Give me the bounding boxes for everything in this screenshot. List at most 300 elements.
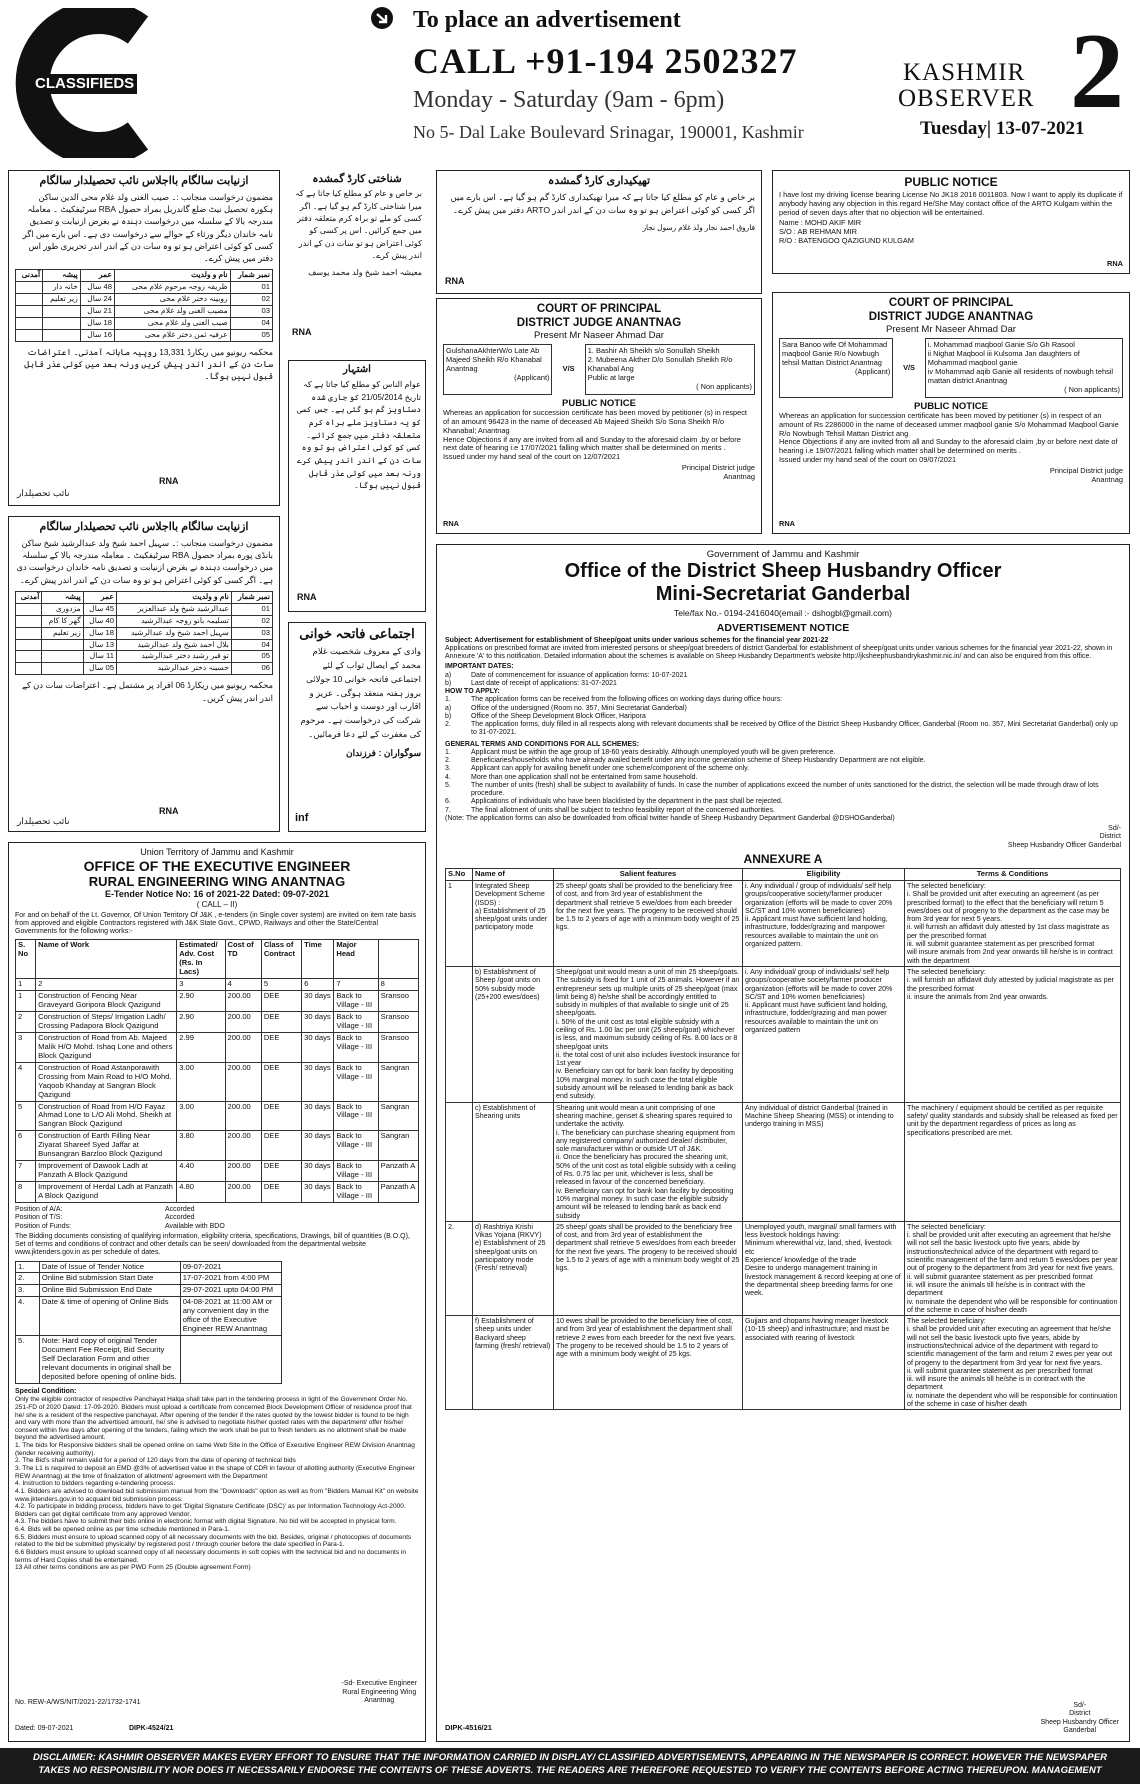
table-cell: Sangran bbox=[378, 1101, 418, 1131]
table-cell: 01 bbox=[231, 603, 272, 615]
table-cell: زیر تعلیم bbox=[42, 627, 83, 639]
urdu-notice-2-sign: نائب تحصیلدار bbox=[17, 816, 70, 827]
column-header: Time bbox=[302, 940, 334, 979]
table-row bbox=[16, 1261, 282, 1273]
table-cell: Note: Hard copy of original Tender Document Fee Receipt, Bid Security Self Declaration Form and other relevant documents in original shall be deposited before opening of online bids. bbox=[39, 1336, 180, 1384]
list-item-number: a) bbox=[445, 671, 452, 679]
rew-ut: Union Territory of Jammu and Kashmir bbox=[140, 847, 294, 857]
table-header-row bbox=[16, 270, 273, 282]
rew-intro: For and on behalf of the Lt. Governor, Of Union Territory Of J&K , e-tenders (in Single cover system) are invited on item rate basis from approved and eligible Contractors registered with J&K State Govt., CPWD, Railways and other the State/Central Governments for the following works:- bbox=[15, 911, 416, 935]
sheep-footer-sign: Sd/- District Sheep Husbandry Officer Ganderbal bbox=[1040, 1702, 1119, 1734]
table-cell bbox=[42, 651, 83, 663]
position-label: Position of T/S: bbox=[15, 1214, 63, 1222]
table-cell: 01 bbox=[230, 282, 272, 294]
table-cell: 04-08-2021 at 11:00 AM or any convenient day in the office of the Executive Engineer REW Anantnag bbox=[180, 1297, 281, 1336]
index-cell: 7 bbox=[334, 979, 378, 991]
table-row bbox=[16, 294, 273, 306]
court-body: Whereas an application for succession certificate has been moved by petitioner (s) in respect of an amount of Rs 2286000 in the name of deceased ummer maqbool ganie S/o Mohammad Maqbool Ganie R/o Nowbugh Tehsil Mattan District ang Hence Objections if any are invited from all and Sunday to the aforesaid claim ,by or before next date of hearing i.e 19/07/2021 falling which matter shall be determined on merits . Issued under my hand seal of the court on 09/07/2021 bbox=[779, 410, 1119, 465]
table-cell: Panzath A bbox=[378, 1161, 418, 1182]
table-cell: Construction of Earth Filling Near Ziyarat Shareef Syed Jaffar at Bunsangran Barzloo Block Qazigund bbox=[36, 1131, 177, 1161]
position-label: Position of Funds: bbox=[15, 1222, 72, 1230]
urdu-notice-4 bbox=[288, 360, 426, 612]
table-cell: DEE bbox=[261, 1161, 301, 1182]
list-item bbox=[445, 765, 1121, 773]
sheep-intro: Applications on prescribed format are invited from interested persons or sheep/goat breeders of district Ganderbal for establishment of sheep/goat units under various schemes for the financial year 2021-22, shown in Annexure 'A' to this notification. Detailed information about the schemes is available on Sheep Husbandry Department's website http://jksheephusbandrykashmir.nic.in/ and can also be enquired from this office. bbox=[445, 644, 1113, 661]
court-respondents: 1. Bashir Ah Sheikh s/o Sonullah Sheikh 2. Mubeena Akther D/o Sonullah Sheikh R/o Khanabal Ang Public at large bbox=[587, 346, 733, 382]
table-cell: 2.99 bbox=[177, 1032, 225, 1062]
index-cell: 8 bbox=[378, 979, 418, 991]
table-cell bbox=[16, 329, 43, 341]
list-item-text: Applications of individuals who have been blacklisted by the department in the past shall be rejected. bbox=[471, 798, 783, 806]
court-sign: Principal District judge Anantnag bbox=[1049, 466, 1123, 484]
table-cell: 8 bbox=[16, 1182, 36, 1203]
table-cell: DEE bbox=[261, 1062, 301, 1101]
table-cell bbox=[16, 627, 42, 639]
court-respondents-label: ( Non applicants) bbox=[696, 381, 752, 391]
phone-number: CALL +91-194 2502327 bbox=[413, 41, 798, 81]
column-header: نمبر شمار bbox=[230, 270, 272, 282]
court-applicant: Sara Banoo wife Of Mohammad maqbool Ganie R/o Nowbugh tehsil Mattan District Anantnag bbox=[782, 340, 888, 368]
list-item bbox=[445, 749, 1121, 757]
table-row bbox=[16, 1161, 419, 1182]
table-cell bbox=[16, 305, 43, 317]
table-cell: Back to Village - III bbox=[334, 991, 378, 1012]
table-cell bbox=[16, 603, 42, 615]
list-item bbox=[445, 680, 1121, 688]
table-cell bbox=[16, 639, 42, 651]
list-item bbox=[445, 798, 1121, 806]
list-item-number: b) bbox=[445, 679, 452, 687]
column-header: عمر bbox=[83, 591, 116, 603]
table-cell: Improvement of Dawook Ladh at Panzath A Block Qazigund bbox=[36, 1161, 177, 1182]
table-cell: 30 days bbox=[302, 991, 334, 1012]
table-cell: 05 bbox=[230, 329, 272, 341]
table-cell: 1 bbox=[446, 880, 473, 966]
court-respondents-label: ( Non applicants) bbox=[1064, 384, 1120, 394]
list-item-number: 4. bbox=[445, 773, 451, 781]
table-cell: Back to Village - III bbox=[334, 1182, 378, 1203]
column-header: پیشہ bbox=[42, 591, 83, 603]
table-cell: 200.00 bbox=[225, 1062, 261, 1101]
list-item-text: The final allotment of units shall be subject to techno feasibility report of the concerned authorities. bbox=[471, 806, 775, 814]
table-cell: The selected beneficiary: i. shall be provided unit after executing an agreement that he/she will not sell the basic livestock upto five years, abide by instructions/technical advice of the department with regard to scientific management of the farm and return 2 ewes per year out of progeny to the department from 3rd year for next five years. ii. will submit guarantee statement as per prescribed format iii. will insure the animals till he/she is in contract with the department iv. nominate the dependent who will be responsible for continuation of the scheme in case of his/her death bbox=[905, 1316, 1121, 1410]
table-cell: Sransoo bbox=[378, 1011, 418, 1032]
table-cell: 13 سال bbox=[83, 639, 116, 651]
court-title-line1: COURT OF PRINCIPAL bbox=[536, 303, 662, 315]
table-cell: 30 days bbox=[302, 1182, 334, 1203]
public-notice-body: I have lost my driving license bearing License No JK18 2016 0011803. Now I want to apply its duplicate if anybody having any objection in this regard He/She May contact office of the ARTO Kulgam within the period of seven days after that no objection will be entertained. bbox=[779, 190, 1123, 217]
table-row bbox=[16, 1285, 282, 1297]
table-cell: عبدالرشید شیخ ولد عبدالعزیز bbox=[116, 603, 231, 615]
disclaimer-text: DISCLAIMER: KASHMIR OBSERVER MAKES EVERY EFFORT TO ENSURE THAT THE INFORMATION CARRIED IN DISPLAY/ CLASSIFIED ADVERTISEMENTS, APPEARING IN THE NEWSPAPER IS CORRECT. HOWEVER THE NEWSPAPER TAKES NO RESPONSIBILITY NOR DOES IT NECESSARILY ENDORSE THE CONTENTS OF THESE ADVERTS. THE READERS ARE THEREFORE REQUESTED TO VERIFY THE CONTENTS BEFORE ACTING THEREUPON. MANAGEMENT bbox=[32, 1752, 1108, 1776]
urdu-notice-3-sign: معیشہ احمد شیخ ولد محمد یوسف bbox=[308, 268, 422, 278]
list-item-number: a) bbox=[445, 704, 452, 712]
position-row bbox=[15, 1223, 419, 1231]
rew-special-title: Special Condition: bbox=[15, 1387, 77, 1395]
list-item bbox=[445, 807, 1121, 815]
list-item-number: 2. bbox=[445, 721, 451, 729]
column-header bbox=[378, 940, 418, 979]
column-header: Major Head bbox=[334, 940, 378, 979]
table-cell: Back to Village - III bbox=[334, 1032, 378, 1062]
court-vs: V/S bbox=[903, 362, 915, 372]
urdu-notice-4-title: اشتہار bbox=[343, 364, 371, 375]
court-presiding: Present Mr Naseer Ahmad Dar bbox=[534, 330, 664, 342]
paper-name-line2: OBSERVER bbox=[898, 85, 1035, 112]
rew-sign: -Sd- Executive Engineer Rural Engineering Wing Anantnag bbox=[341, 1680, 417, 1704]
table-cell: 30 days bbox=[302, 1161, 334, 1182]
urdu-notice-4-body: عوام الناس کو مطلع کیا جاتا ہے کہ تاریخ 21/05/2014 کو جاری شدہ دستاویز گم ہو گئی ہے۔ جس کسی کو یہ دستاویز ملے براہ کرم متعلقہ دفتر میں جمع کرائے۔ کسی کو کوئی اعتراض ہو تو وہ سات دن کے اندر اندر پیش کرے ورنہ بعد میں کوئی عذر قابل قبول نہیں ہوگا۔ bbox=[297, 379, 421, 491]
table-row bbox=[446, 966, 1121, 1102]
sheep-subject: Subject: Advertisement for establishment of Sheep/goat units under various schemes for the financial year 2021-22 bbox=[445, 636, 829, 644]
table-cell: 04 bbox=[230, 317, 272, 329]
sheep-note: (Note: The application forms can also be downloaded from official twitter handle of Sheep Husbandry Department Ganderbal @DSHOGanderbal) bbox=[445, 814, 895, 822]
table-cell bbox=[16, 615, 42, 627]
table-cell: 05 bbox=[231, 651, 272, 663]
table-cell: Sangran bbox=[378, 1062, 418, 1101]
table-cell: 5 bbox=[16, 1101, 36, 1131]
table-row bbox=[16, 317, 273, 329]
sheep-apply-title: HOW TO APPLY: bbox=[445, 688, 500, 696]
table-cell: 200.00 bbox=[225, 1182, 261, 1203]
table-cell bbox=[16, 294, 43, 306]
table-row bbox=[16, 991, 419, 1012]
table-cell: 5. bbox=[16, 1336, 40, 1384]
classifieds-logo bbox=[10, 8, 150, 158]
table-cell: 10 ewes shall be provided to the beneficiary free of cost, and from 3rd year of establishment the department shall retrieve 2 ewes from each breeder for the next five years. The progeny to be received should be 1.5 to 2 years of age with a minimum body weight of 25 kgs. bbox=[554, 1316, 743, 1410]
urdu-notice-1-sign: نائب تحصیلدار bbox=[17, 488, 70, 499]
sheep-husbandry-notice bbox=[436, 544, 1130, 1742]
table-header-row bbox=[16, 940, 419, 979]
table-cell: مصیب الغنی ولد غلام محی bbox=[114, 305, 230, 317]
table-row bbox=[16, 1297, 282, 1336]
urdu-notice-6-body: بر خاص و عام کو مطلع کیا جاتا ہے کہ میرا تھیکیداری کارڈ گم ہو گیا ہے۔ اس بارے میں اگر کسی کو کوئی اعتراض ہو تو وہ سات دن کے اندر اندر ARTO دفتر میں پیش کرے۔ bbox=[450, 191, 755, 216]
table-cell bbox=[446, 1102, 473, 1221]
table-cell bbox=[43, 305, 81, 317]
table-cell: 30 days bbox=[302, 1131, 334, 1161]
court-respondents: i. Mohammad maqbool Ganie S/o Gh Rasool ii Nighat Maqbool iii Kulsoma Jan daughters of Mohammad maqbool ganie iv Mohammad aqib Ganie all residents of nowbugh tehsil mattan district Anantnag bbox=[927, 340, 1114, 385]
table-cell: 2.90 bbox=[177, 1011, 225, 1032]
table-cell: 25 sheep/ goats shall be provided to the beneficiary free of cost, and from 3rd year of establishment the department shall retrieve 5 ewes/does from each breeder for the next five years. The progeny to be received should be 1.5 to 2 years of age with a minimum body weight of 25 kgs. bbox=[554, 1221, 743, 1315]
table-row bbox=[16, 639, 273, 651]
urdu-notice-3-title: شناختی کارڈ گمشدہ bbox=[312, 173, 402, 185]
table-cell: d) Rashtriya Krishi Vikas Yojana (RKVY) e) Establishment of 25 sheep/goat units on participatory mode (Fresh/ retrieval) bbox=[473, 1221, 554, 1315]
table-header-row bbox=[446, 869, 1121, 881]
table-cell bbox=[16, 663, 42, 675]
table-cell: 3.00 bbox=[177, 1062, 225, 1101]
office-hours: Monday - Saturday (9am - 6pm) bbox=[413, 87, 725, 113]
table-row bbox=[446, 1316, 1121, 1410]
urdu-notice-6 bbox=[436, 170, 762, 294]
urdu-notice-5-sign: سوگواران : فرزندان bbox=[345, 747, 421, 758]
table-row bbox=[16, 1011, 419, 1032]
disclaimer-bar bbox=[0, 1748, 1140, 1784]
list-item-text: The application forms can be received from the following offices on working days during office hours: bbox=[471, 696, 783, 704]
table-cell: 1 bbox=[16, 991, 36, 1012]
rew-title-line1: OFFICE OF THE EXECUTIVE ENGINEER bbox=[83, 857, 351, 874]
table-cell: DEE bbox=[261, 1131, 301, 1161]
table-cell: خانہ دار bbox=[43, 282, 81, 294]
list-item-text: The number of units (fresh) shall be subject to availability of funds. In case the number of applications exceed the number of units sanctioned for the district, the selection will be made through draw of lots procedure. bbox=[471, 781, 1099, 798]
annexure-table bbox=[445, 868, 1121, 1410]
table-cell: 4.80 bbox=[177, 1182, 225, 1203]
table-cell: DEE bbox=[261, 1101, 301, 1131]
table-cell: Panzath A bbox=[378, 1182, 418, 1203]
sheep-sign: Sd/- District Sheep Husbandry Officer Ganderbal bbox=[1007, 825, 1121, 849]
table-row bbox=[16, 1101, 419, 1131]
urdu-notice-6-title: تھیکیداری کارڈ گمشدہ bbox=[547, 175, 651, 187]
sheep-footer-ref: DIPK-4516/21 bbox=[445, 1723, 492, 1733]
table-row bbox=[16, 1062, 419, 1101]
list-item-number: 7. bbox=[445, 806, 451, 814]
urdu-notice-1-table bbox=[15, 269, 273, 342]
table-cell: The selected beneficiary: i. shall be provided unit after executing an agreement that he/she will not sell the basic livestock upto five years, abide by instructions/technical advice of the department with regard to scientific management of the farm and return 5 ewes/does per year out of progeny to the department from 3rd year for next five years. ii. will submit guarantee statement as per prescribed format iii. will insure the animals till he/she is in contract with the department iv. nominate the dependent who will be responsible for continuation of the scheme in case of his/her death bbox=[905, 1221, 1121, 1315]
list-item-text: Office of the undersigned (Room no. 357, Mini Secretariat Ganderbal) bbox=[471, 704, 687, 712]
column-header: Terms & Conditions bbox=[905, 869, 1121, 881]
table-cell: تو قیر رشید دختر عبدالرشید bbox=[116, 651, 231, 663]
table-cell: Gujjars and chopans having meager livestock (10-15 sheep) and infrastructure; and must be associated with rearing of livestock bbox=[743, 1316, 905, 1410]
table-cell: سہیل احمد شیخ ولد عبدالرشید bbox=[116, 627, 231, 639]
index-cell: 6 bbox=[302, 979, 334, 991]
position-value: Available with BDO bbox=[165, 1222, 225, 1230]
list-item-text: Last date of receipt of applications: 31-07-2021 bbox=[471, 679, 617, 687]
court-title-line2: DISTRICT JUDGE ANANTNAG bbox=[516, 316, 682, 329]
table-row bbox=[16, 603, 273, 615]
list-item bbox=[445, 713, 1121, 721]
table-cell: 1. bbox=[16, 1261, 40, 1273]
urdu-notice-6-rna: RNA bbox=[445, 276, 465, 287]
rew-bidding: The Bidding documents consisting of qualifying information, eligibility criteria, specifications, Drawings, bill of quantities (B.O.Q), Set of terms and conditions of contract and other details can be seen/ downloaded from the departmental website www.jktenders.gov.in as per schedule of dates. bbox=[15, 1232, 410, 1257]
public-notice-so: S/O : AB REHMAN MIR bbox=[779, 226, 858, 236]
court-title-line1: COURT OF PRINCIPAL bbox=[888, 297, 1014, 309]
court-rna: RNA bbox=[443, 519, 460, 529]
list-item bbox=[445, 782, 1121, 799]
index-cell: 5 bbox=[261, 979, 301, 991]
column-header: Cost of TD bbox=[225, 940, 261, 979]
list-item bbox=[445, 721, 1121, 738]
sheep-title-line2: Mini-Secretariat Ganderbal bbox=[655, 583, 911, 606]
list-item bbox=[445, 672, 1121, 680]
list-item bbox=[445, 774, 1121, 782]
table-cell bbox=[43, 317, 81, 329]
column-header: آمدنی bbox=[16, 270, 43, 282]
list-item-text: More than one application shall not be entertained from same household. bbox=[471, 773, 698, 781]
table-cell: 18 سال bbox=[83, 627, 116, 639]
sheep-gov: Government of Jammu and Kashmir bbox=[706, 549, 860, 560]
column-header: آمدنی bbox=[16, 591, 42, 603]
table-cell: Date of Issue of Tender Notice bbox=[39, 1261, 180, 1273]
list-item-number: 1. bbox=[445, 748, 451, 756]
court-title-line2: DISTRICT JUDGE ANANTNAG bbox=[868, 310, 1034, 323]
table-row bbox=[16, 615, 273, 627]
court-body: Whereas an application for succession certificate has been moved by petitioner (s) in respect of an amount 96423 in the name of deceased Ab Majeed Sheikh S/o Sona Sheikh R/o Khanabal; Anantnag Hence Objections if any are invited from all and Sunday to the aforesaid claim ,by or before next date of hearing i.e 17/07/2021 falling which matter shall be determined on merits . Issued under my hand seal of the court on 12/07/2021 bbox=[443, 407, 747, 462]
table-cell: c) Establishment of Shearing units bbox=[473, 1102, 554, 1221]
table-cell: Back to Village - III bbox=[334, 1011, 378, 1032]
table-cell: عرفیہ ثمن دختر غلام محی bbox=[114, 329, 230, 341]
page-number: 2 bbox=[1070, 12, 1124, 131]
position-value: Accorded bbox=[165, 1206, 195, 1214]
court-notice-1 bbox=[436, 298, 762, 534]
table-cell: 2. bbox=[446, 1221, 473, 1315]
table-cell: 29-07-2021 upto 04:00 PM bbox=[180, 1285, 281, 1297]
table-cell: 21 سال bbox=[80, 305, 114, 317]
table-row bbox=[16, 627, 273, 639]
sheep-terms-title: GENERAL TERMS AND CONDITIONS FOR ALL SCHEMES: bbox=[445, 740, 640, 748]
table-cell: Construction of Road from H/O Fayaz Ahmad Lone to L/O Ali Mohd. Sheikh at Sangran Block Qazigund bbox=[36, 1101, 177, 1131]
table-cell: 02 bbox=[230, 294, 272, 306]
list-item-number: 3. bbox=[445, 765, 451, 773]
column-header: Salient features bbox=[554, 869, 743, 881]
table-cell bbox=[16, 651, 42, 663]
table-cell: 200.00 bbox=[225, 991, 261, 1012]
table-cell: Date & time of opening of Online Bids bbox=[39, 1297, 180, 1336]
urdu-notice-1-body: مضمون درخواست منجانب :۔ صیب الغنی ولد غلام محی الدین ساکن ہکورہ تحصیل نیٹ ضلع گاندربل بمراد حصول RBA سرٹیفکیٹ ۔ معاملہ مندرجہ بالا کے سلسلہ میں درخواست دہندہ نے بغرض ازنیابت و تصدیق نامہ خاندان دیگر ورثاء کے حوالے سے درخواست دی ہے۔ اس بارے میں اگر کسی کو کوئی اعتراض ہو تو وہ سات دن کے اندر اندر تحریری طور اس دفتر میں پیش کرے۔ bbox=[22, 191, 273, 263]
position-value: Accorded bbox=[165, 1214, 195, 1222]
urdu-notice-2-body: مضمون درخواست منجانب :۔ سہیل احمد شیخ ولد عبدالرشید شیخ ساکن بانڈی پورہ بمراد حصول RBA سرٹیفکیٹ ۔ معاملہ مندرجہ بالا کے سلسلہ میں درخواست دہندہ نے بغرض ازنیابت و تصدیق نامہ خاندان درخواست دی ہے۔ اگر کسی کو کوئی اعتراض ہو تو وہ سات دن کے اندر اندر پیش کرے۔ bbox=[16, 537, 273, 585]
table-cell: b) Establishment of Sheep /goat units on 50% subsidy mode (25+200 ewes/does) bbox=[473, 966, 554, 1102]
urdu-notice-3-body: بر خاص و عام کو مطلع کیا جاتا ہے کہ میرا شناختی کارڈ گم ہو گیا ہے۔ اگر کسی کو ملے تو براہ کرم متعلقہ دفتر میں جمع کرائیں۔ اس پر کسی کو کوئی اعتراض ہو تو سات دن کے اندر اندر پیش کرے۔ bbox=[295, 189, 422, 260]
sheep-notice-title: ADVERTISEMENT NOTICE bbox=[716, 622, 850, 635]
urdu-notice-2-footer: محکمہ ریونیو میں ریکارڈ 06 افراد پر مشتمل ہے۔ اعتراضات سات دن کے اندر اندر پیش کریں۔ bbox=[21, 680, 273, 703]
rew-dipk: DIPK-4524/21 bbox=[129, 1724, 174, 1732]
list-item bbox=[445, 757, 1121, 765]
table-cell: 200.00 bbox=[225, 1011, 261, 1032]
court-sign: Principal District judge Anantnag bbox=[681, 463, 755, 482]
urdu-notice-3-rna: RNA bbox=[292, 327, 312, 338]
table-cell: 30 days bbox=[302, 1101, 334, 1131]
table-cell: Improvement of Herdal Ladh at Panzath A Block Qazigund bbox=[36, 1182, 177, 1203]
table-row bbox=[446, 1221, 1121, 1315]
table-cell bbox=[43, 329, 81, 341]
urdu-notice-1-title: ازنیابت سالگام بااجلاس نائب تحصیلدار سالگام bbox=[39, 175, 249, 187]
table-cell: زیر تعلیم bbox=[43, 294, 81, 306]
table-cell: مزدوری bbox=[42, 603, 83, 615]
column-header: S. No bbox=[16, 940, 36, 979]
table-cell: Sransoo bbox=[378, 1032, 418, 1062]
table-cell: The selected beneficiary: i. will furnish an affidavit duly attested by judicial magistrate as per the prescribed format ii. insure the animals from 2nd year onwards. bbox=[905, 966, 1121, 1102]
table-cell: f) Establishment of sheep units under Backyard sheep farming (fresh/ retrieval) bbox=[473, 1316, 554, 1410]
court-vs: V/S bbox=[562, 364, 575, 374]
table-cell: 4.40 bbox=[177, 1161, 225, 1182]
table-row bbox=[16, 663, 273, 675]
table-cell: 4. bbox=[16, 1297, 40, 1336]
table-cell: Sransoo bbox=[378, 991, 418, 1012]
table-cell: 25 sheep/ goats shall be provided to the beneficiary free of cost, and from 3rd year of establishment the department shall retrieve 5 ewe/does from each breeder for the next five years. The progeny to be received should be 1.5 to 2 years of age with a minimum body weight of 25 kgs. bbox=[554, 880, 743, 966]
column-header: Name of bbox=[473, 869, 554, 881]
court-applicant-label: (Applicant) bbox=[514, 372, 550, 382]
table-cell: Unemployed youth, marginal/ small farmers with less livestock holdings having: Minimum wherewithal viz, land, shed, livestock etc Experience/ knowledge of the trade Desire to undergo management training in livestock management & record keeping at one of the departmental sheep breeding farms for one week. bbox=[743, 1221, 905, 1315]
column-header: نام و ولدیت bbox=[116, 591, 231, 603]
circled-arrow-icon bbox=[370, 6, 394, 30]
rew-title-line2: RURAL ENGINEERING WING ANANTNAG bbox=[88, 874, 346, 890]
table-cell bbox=[16, 282, 43, 294]
table-cell: The selected beneficiary: i. Shall be provided unit after executing an agreement (as per prescribed format) to the effect that the beneficiary will return 5 ewes/does out of progeny to the department as the case may be from 3rd year for next 5 years. ii. will furnish an affidavit duly attested by 1st class magistrate as per the prescribed format iii. will submit guarantee statement as per prescribed format will insure animals from 2nd year onwards till he/she is in contract with the department bbox=[905, 880, 1121, 966]
list-item-number: 1. bbox=[445, 696, 451, 704]
table-cell: 45 سال bbox=[83, 603, 116, 615]
table-row bbox=[16, 305, 273, 317]
table-row bbox=[16, 651, 273, 663]
table-cell: 40 سال bbox=[83, 615, 116, 627]
court-notice-2 bbox=[772, 292, 1130, 534]
table-cell: 02 bbox=[231, 615, 272, 627]
table-row bbox=[16, 1273, 282, 1285]
table-cell: Sheep/goat unit would mean a unit of min 25 sheep/goats. The subsidy is fixed for 1 unit of 25 animals. However if an entrepreneur sets up multiple units of 25 sheep/goat (max limit being 8) he/she shall be accordingly entitled to subsidy in multiples of that available to single unit of 25 sheep/goats. i. 50% of the unit cost as total eligible subsidy with a ceiling of Rs. 1.00 lac per unit (25 sheep/goat) whichever is less, and maximum subsidy ceiling of Rs. 8.00 lacs or 8 sheep/goat units ii. the total cost of unit also includes livestock insurance for 1st year iv. Beneficiary can opt for bank loan facility by depositing 10% marginal money. In such case the total eligible subsidy amount will be released to lending bank as back end subsidy. bbox=[554, 966, 743, 1102]
table-cell: حسینہ دختر عبدالرشید bbox=[116, 663, 231, 675]
table-cell: Back to Village - III bbox=[334, 1131, 378, 1161]
court-public-notice-title: PUBLIC NOTICE bbox=[562, 397, 636, 409]
rew-schedule-table bbox=[15, 1261, 282, 1384]
masthead bbox=[0, 0, 1140, 165]
table-cell: Back to Village - III bbox=[334, 1062, 378, 1101]
list-item bbox=[445, 705, 1121, 713]
table-cell bbox=[446, 1316, 473, 1410]
urdu-notice-5-inf: inf bbox=[295, 812, 309, 825]
rew-dated: Dated: 09-07-2021 bbox=[15, 1724, 74, 1732]
table-cell: 16 سال bbox=[80, 329, 114, 341]
table-cell: 05 سال bbox=[83, 663, 116, 675]
table-cell: 200.00 bbox=[225, 1032, 261, 1062]
rew-works-table bbox=[15, 939, 419, 1203]
table-row bbox=[16, 1032, 419, 1062]
urdu-notice-5-title: اجتماعی فاتحہ خوانی bbox=[299, 626, 415, 641]
table-cell: 3. bbox=[16, 1285, 40, 1297]
urdu-notice-1 bbox=[8, 170, 280, 506]
urdu-notice-1-rna: RNA bbox=[159, 476, 179, 487]
table-cell: DEE bbox=[261, 1011, 301, 1032]
table-cell: Back to Village - III bbox=[334, 1161, 378, 1182]
list-item-text: Applicant must be within the age group of 18-60 years desirably. Although unemployed youth will be given preference. bbox=[471, 748, 836, 756]
rew-call: ( CALL – II) bbox=[196, 900, 238, 910]
table-row bbox=[16, 1336, 282, 1384]
list-item-text: Applicant can apply for availing benefit under one scheme/component of the scheme only. bbox=[471, 765, 750, 773]
table-cell: 18 سال bbox=[80, 317, 114, 329]
court-applicant-label: (Applicant) bbox=[854, 366, 891, 376]
public-notice-title: PUBLIC NOTICE bbox=[904, 175, 998, 189]
table-cell: تسلیمہ بانو زوجہ عبدالرشید bbox=[116, 615, 231, 627]
court-public-notice-title: PUBLIC NOTICE bbox=[914, 400, 988, 412]
table-cell: 3.00 bbox=[177, 1101, 225, 1131]
table-cell: DEE bbox=[261, 991, 301, 1012]
public-notice-name: Name : MOHD AKIF MIR bbox=[779, 217, 862, 227]
sheep-contact: Tele/fax No.- 0194-2416040(email :- dshogbl@gmail.com) bbox=[674, 608, 892, 619]
table-cell: بلال احمد شیخ ولد عبدالرشید bbox=[116, 639, 231, 651]
list-item-text: Beneficiaries/households who have already availed benefit under any income generation scheme of Sheep Husbandry Department are not eligible. bbox=[471, 757, 926, 765]
table-cell: 30 days bbox=[302, 1011, 334, 1032]
list-item-text: Office of the Sheep Development Block Officer, Haripora bbox=[471, 712, 646, 720]
annexure-title: ANNEXURE A bbox=[743, 851, 823, 866]
table-cell: 09-07-2021 bbox=[180, 1261, 281, 1273]
table-index-row bbox=[16, 979, 419, 991]
position-label: Position of A/A: bbox=[15, 1206, 63, 1214]
table-cell: Integrated Sheep Development Scheme (ISDS) : a) Establishment of 25 sheep/goat units under participatory mode bbox=[473, 880, 554, 966]
sheep-dates-title: IMPORTANT DATES: bbox=[445, 663, 514, 671]
table-cell bbox=[16, 317, 43, 329]
table-cell: Construction of Steps/ Irrigation Ladh/ Crossing Padapora Block Qazigund bbox=[36, 1011, 177, 1032]
table-row bbox=[446, 880, 1121, 966]
table-cell: روبینہ دختر غلام محی bbox=[114, 294, 230, 306]
table-header-row bbox=[16, 591, 273, 603]
table-cell: Any individual of district Ganderbal (trained in Machine Sheep Shearing (MSS) or intending to undergo training in MSS) bbox=[743, 1102, 905, 1221]
table-cell: 2. bbox=[16, 1273, 40, 1285]
column-header: Eligibility bbox=[743, 869, 905, 881]
ad-line: To place an advertisement bbox=[413, 7, 681, 33]
urdu-notice-4-rna: RNA bbox=[297, 592, 317, 603]
issue-date: Tuesday| 13-07-2021 bbox=[920, 118, 1085, 139]
list-item bbox=[445, 696, 1121, 704]
table-cell: 2 bbox=[16, 1011, 36, 1032]
table-cell: Sangran bbox=[378, 1131, 418, 1161]
table-cell bbox=[180, 1336, 281, 1384]
